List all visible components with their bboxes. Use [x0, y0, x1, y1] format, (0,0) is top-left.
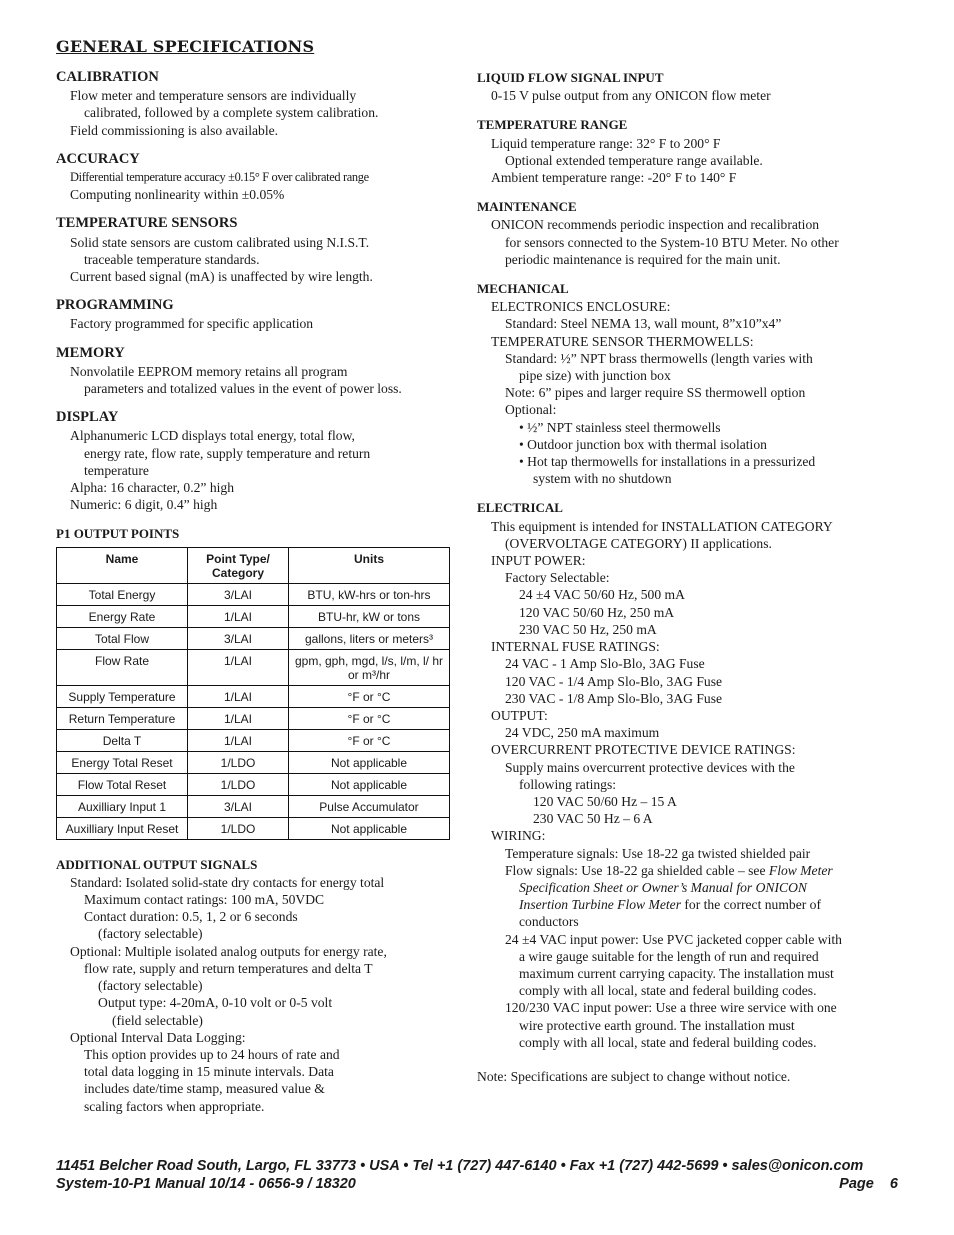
point-type-cell: 1/LDO	[188, 751, 289, 773]
point-type-cell: 3/LAI	[188, 583, 289, 605]
point-type-cell: 1/LAI	[188, 649, 289, 685]
page-footer	[56, 1157, 898, 1193]
programming-heading: PROGRAMMING	[56, 297, 174, 314]
units-cell: gallons, liters or meters³	[289, 627, 450, 649]
electrical-text: 230 VAC 50 Hz, 250 mA	[519, 621, 657, 637]
maintenance-text: ONICON recommends periodic inspection and recalibration	[491, 217, 820, 233]
units-cell: °F or °C	[289, 685, 450, 707]
table-row	[57, 605, 450, 627]
display-text: energy rate, flow rate, supply temperature and return	[84, 445, 371, 461]
point-type-cell: 3/LAI	[188, 627, 289, 649]
point-name-cell: Total Energy	[57, 583, 188, 605]
temperature-range-heading: TEMPERATURE RANGE	[477, 117, 628, 133]
electrical-text: 24 VDC, 250 mA maximum	[505, 725, 660, 741]
right-column	[477, 69, 907, 1085]
electrical-text: comply with all local, state and federal building codes.	[519, 983, 817, 999]
table-row	[57, 627, 450, 649]
p1-output-table	[56, 547, 450, 840]
memory-text: Nonvolatile EEPROM memory retains all program	[70, 363, 348, 379]
change-notice: Note: Specifications are subject to change without notice.	[477, 1068, 791, 1084]
point-name-cell: Energy Total Reset	[57, 751, 188, 773]
sensors-text: Solid state sensors are custom calibrated using N.I.S.T.	[70, 234, 370, 250]
table-row	[57, 795, 450, 817]
electrical-text: 230 VAC - 1/8 Amp Slo-Blo, 3AG Fuse	[505, 690, 723, 706]
sensors-text: traceable temperature standards.	[84, 251, 260, 267]
temperature-range-text: Ambient temperature range: -20° F to 140° F	[491, 170, 737, 186]
temperature-sensors-heading: TEMPERATURE SENSORS	[56, 215, 238, 232]
table-row	[57, 685, 450, 707]
additional-text: This option provides up to 24 hours of rate and	[84, 1046, 340, 1062]
point-name-cell: Auxilliary Input Reset	[57, 817, 188, 839]
units-cell: °F or °C	[289, 729, 450, 751]
additional-text: Standard: Isolated solid-state dry contacts for energy total	[70, 874, 385, 890]
calibration-text: calibrated, followed by a complete system calibration.	[84, 105, 379, 121]
additional-text: Optional: Multiple isolated analog outputs for energy rate,	[70, 943, 387, 959]
electrical-text: 120/230 VAC input power: Use a three wire service with one	[505, 1000, 837, 1016]
point-type-cell: 1/LDO	[188, 773, 289, 795]
table-row	[57, 773, 450, 795]
additional-text: (factory selectable)	[98, 926, 203, 942]
additional-text: includes date/time stamp, measured value &	[84, 1081, 325, 1097]
turbine-meter-ref: Insertion Turbine Flow Meter	[519, 897, 681, 913]
point-type-cell: 1/LDO	[188, 817, 289, 839]
point-name-cell: Auxilliary Input 1	[57, 795, 188, 817]
mechanical-heading: MECHANICAL	[477, 281, 569, 297]
units-cell: Pulse Accumulator	[289, 795, 450, 817]
column-header: Point Type/ Category	[188, 547, 289, 583]
point-name-cell: Return Temperature	[57, 707, 188, 729]
point-type-cell: 1/LAI	[188, 707, 289, 729]
bullet-item: system with no shutdown	[533, 471, 672, 487]
electrical-text: (OVERVOLTAGE CATEGORY) II applications.	[505, 535, 772, 551]
display-text: temperature	[84, 462, 149, 478]
electrical-text: 24 ±4 VAC input power: Use PVC jacketed copper cable with	[505, 931, 842, 947]
bullet-item: • ½” NPT stainless steel thermowells	[519, 419, 721, 435]
table-row	[57, 751, 450, 773]
point-name-cell: Total Flow	[57, 627, 188, 649]
electrical-text: wire protective earth ground. The installation must	[519, 1017, 795, 1033]
temperature-range-text: Optional extended temperature range available.	[505, 152, 763, 168]
page-number: Page 6	[839, 1176, 898, 1192]
additional-text: (factory selectable)	[98, 978, 203, 994]
accuracy-heading: ACCURACY	[56, 150, 140, 167]
electrical-text: a wire gauge suitable for the length of run and required	[519, 948, 819, 964]
electrical-text: Temperature signals: Use 18-22 ga twisted shielded pair	[505, 845, 811, 861]
table-header-row	[57, 547, 450, 583]
units-cell: Not applicable	[289, 751, 450, 773]
additional-text: Maximum contact ratings: 100 mA, 50VDC	[84, 892, 325, 908]
accuracy-text: Differential temperature accuracy ±0.15° F over calibrated range	[70, 170, 369, 185]
electrical-text: OUTPUT:	[491, 707, 548, 723]
column-header: Units	[289, 547, 450, 583]
liquid-flow-heading: LIQUID FLOW SIGNAL INPUT	[477, 70, 664, 85]
mechanical-text: Optional:	[505, 402, 557, 418]
flow-meter-ref: Flow Meter	[768, 862, 833, 878]
units-cell: gpm, gph, mgd, l/s, l/m, l/ hr or m³/hr	[289, 649, 450, 685]
electrical-text: INPUT POWER:	[491, 553, 586, 569]
programming-text: Factory programmed for specific application	[70, 316, 314, 332]
display-text: Numeric: 6 digit, 0.4” high	[70, 497, 218, 513]
footer-manual-id: System-10-P1 Manual 10/14 - 0656-9 / 18320	[56, 1176, 356, 1192]
electrical-text: OVERCURRENT PROTECTIVE DEVICE RATINGS:	[491, 742, 796, 758]
mechanical-text: Standard: ½” NPT brass thermowells (length varies with	[505, 350, 813, 366]
point-name-cell: Supply Temperature	[57, 685, 188, 707]
electrical-text	[477, 896, 907, 913]
mechanical-text: Standard: Steel NEMA 13, wall mount, 8”x10”x4”	[505, 316, 782, 332]
table-row	[57, 583, 450, 605]
electrical-text: 120 VAC 50/60 Hz – 15 A	[533, 793, 677, 809]
electrical-text: conductors	[519, 914, 579, 930]
table-row	[57, 707, 450, 729]
bullet-item: • Hot tap thermowells for installations in a pressurized	[519, 454, 816, 470]
page-title: GENERAL SPECIFICATIONS	[56, 37, 315, 56]
mechanical-text: Note: 6” pipes and larger require SS thermowell option	[505, 385, 806, 401]
electrical-text	[477, 862, 907, 879]
electrical-text: following ratings:	[519, 776, 617, 792]
additional-output-heading: ADDITIONAL OUTPUT SIGNALS	[56, 856, 258, 872]
memory-text: parameters and totalized values in the event of power loss.	[84, 381, 402, 397]
maintenance-text: periodic maintenance is required for the main unit.	[505, 251, 781, 267]
p1-output-points-heading: P1 OUTPUT POINTS	[56, 526, 180, 542]
units-cell: BTU, kW-hrs or ton-hrs	[289, 583, 450, 605]
additional-text: Output type: 4-20mA, 0-10 volt or 0-5 volt	[98, 995, 333, 1011]
units-cell: BTU-hr, kW or tons	[289, 605, 450, 627]
display-heading: DISPLAY	[56, 409, 119, 426]
electrical-text: This equipment is intended for INSTALLATION CATEGORY	[491, 518, 833, 534]
left-column	[56, 69, 451, 1115]
flow-signals-text: Flow signals: Use 18-22 ga shielded cable – see	[505, 862, 769, 878]
additional-text: Optional Interval Data Logging:	[70, 1029, 246, 1045]
mechanical-text: pipe size) with junction box	[519, 368, 671, 384]
calibration-text: Flow meter and temperature sensors are individually	[70, 88, 357, 104]
table-row	[57, 649, 450, 685]
units-cell: Not applicable	[289, 817, 450, 839]
additional-text: Contact duration: 0.5, 1, 2 or 6 seconds	[84, 909, 298, 925]
electrical-text: maximum current carrying capacity. The installation must	[519, 965, 834, 981]
point-type-cell: 3/LAI	[188, 795, 289, 817]
electrical-text: 120 VAC 50/60 Hz, 250 mA	[519, 604, 675, 620]
point-name-cell: Flow Rate	[57, 649, 188, 685]
accuracy-text: Computing nonlinearity within ±0.05%	[70, 187, 285, 203]
footer-address: 11451 Belcher Road South, Largo, FL 33773 • USA • Tel +1 (727) 447-6140 • Fax +1 (727) 442-5699 • sales@onicon.com	[56, 1158, 864, 1174]
units-cell: Not applicable	[289, 773, 450, 795]
display-text: Alphanumeric LCD displays total energy, total flow,	[70, 428, 355, 444]
electrical-text: 24 ±4 VAC 50/60 Hz, 500 mA	[519, 587, 685, 603]
memory-heading: MEMORY	[56, 344, 125, 361]
electrical-text: 230 VAC 50 Hz – 6 A	[533, 811, 653, 827]
spec-sheet-ref: Specification Sheet or Owner’s Manual for ONICON	[519, 879, 807, 895]
liquid-flow-text: 0-15 V pulse output from any ONICON flow meter	[491, 88, 771, 104]
point-name-cell: Flow Total Reset	[57, 773, 188, 795]
mechanical-text: TEMPERATURE SENSOR THERMOWELLS:	[491, 333, 754, 349]
electrical-text: comply with all local, state and federal building codes.	[519, 1034, 817, 1050]
electrical-text: 120 VAC - 1/4 Amp Slo-Blo, 3AG Fuse	[505, 673, 723, 689]
electrical-text: Factory Selectable:	[505, 570, 610, 586]
point-type-cell: 1/LAI	[188, 685, 289, 707]
additional-text: total data logging in 15 minute intervals. Data	[84, 1064, 334, 1080]
bullet-item: • Outdoor junction box with thermal isolation	[519, 436, 767, 452]
electrical-text	[477, 879, 907, 896]
conductors-text: for the correct number of	[680, 897, 822, 913]
electrical-text: Supply mains overcurrent protective devices with the	[505, 759, 795, 775]
point-name-cell: Energy Rate	[57, 605, 188, 627]
table-row	[57, 817, 450, 839]
additional-text: scaling factors when appropriate.	[84, 1098, 265, 1114]
display-text: Alpha: 16 character, 0.2” high	[70, 480, 235, 496]
electrical-heading: ELECTRICAL	[477, 500, 563, 516]
electrical-text: 24 VAC - 1 Amp Slo-Blo, 3AG Fuse	[505, 656, 705, 672]
footer-manual-row	[56, 1175, 898, 1193]
electrical-text: WIRING:	[491, 828, 546, 844]
additional-text: flow rate, supply and return temperatures and delta T	[84, 960, 373, 976]
sensors-text: Current based signal (mA) is unaffected by wire length.	[70, 269, 373, 285]
calibration-text: Field commissioning is also available.	[70, 122, 279, 138]
mechanical-text: ELECTRONICS ENCLOSURE:	[491, 299, 671, 315]
calibration-heading: CALIBRATION	[56, 69, 159, 85]
maintenance-heading: MAINTENANCE	[477, 199, 577, 215]
maintenance-text: for sensors connected to the System-10 BTU Meter. No other	[505, 234, 839, 250]
point-name-cell: Delta T	[57, 729, 188, 751]
temperature-range-text: Liquid temperature range: 32° F to 200° F	[491, 135, 721, 151]
column-header: Name	[57, 547, 188, 583]
additional-text: (field selectable)	[112, 1012, 203, 1028]
point-type-cell: 1/LAI	[188, 605, 289, 627]
point-type-cell: 1/LAI	[188, 729, 289, 751]
electrical-text: INTERNAL FUSE RATINGS:	[491, 639, 660, 655]
units-cell: °F or °C	[289, 707, 450, 729]
table-row	[57, 729, 450, 751]
footer-address-row	[56, 1157, 898, 1175]
